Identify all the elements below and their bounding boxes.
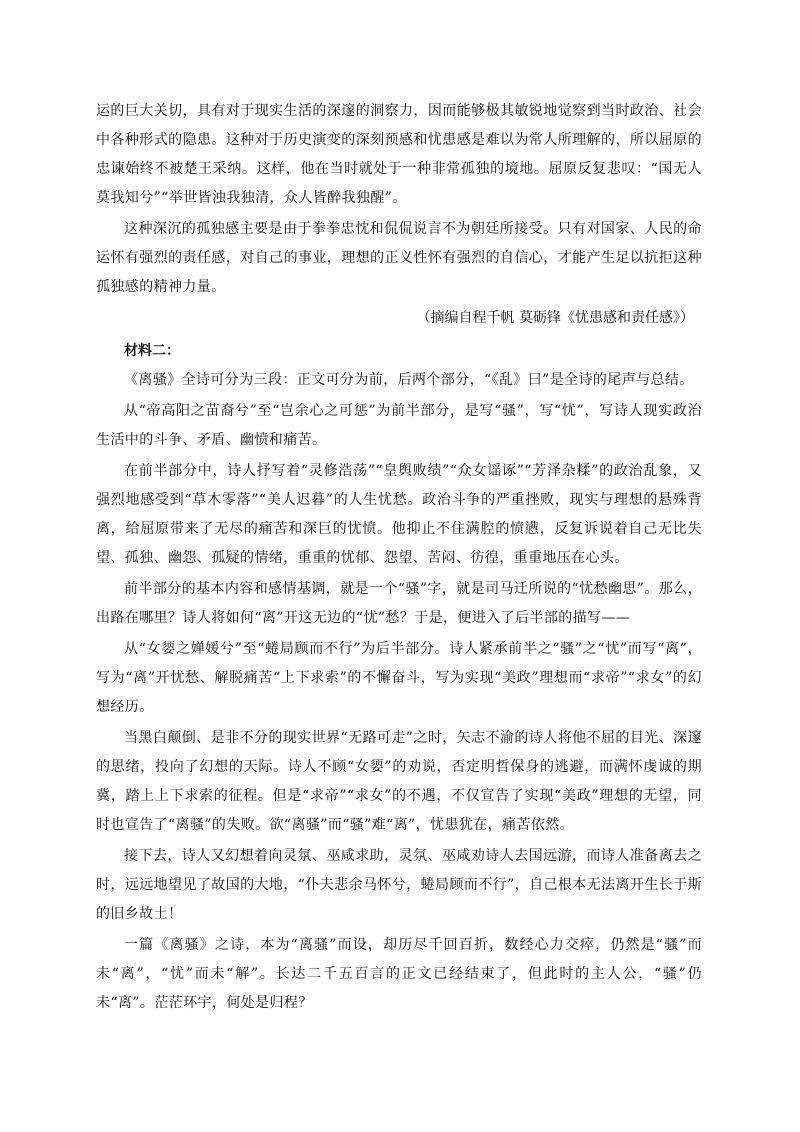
material2-paragraph-6: 当黑白颠倒、是非不分的现实世界“无路可走”之时，矢志不渝的诗人将他不屈的目光、深邃的思绪，投向了幻想的天际。诗人不顾“女媭”的劝说，否定明哲保身的逃避，而满怀虔诚的期冀，踏上上下求索的征程。但是“求帝”“求女”的不遇，不仅宣告了实现“美政”理想的无望，同时也宣告了“离骚”的失败。欲“离骚”而“骚”难“离”，忧患犹在，痛苦依然。 (96, 730, 702, 833)
material2-paragraph-7: 接下去，诗人又幻想着向灵氛、巫咸求助，灵氛、巫咸劝诗人去国远游，而诗人准备离去之时，远远地望见了故国的大地，“仆夫悲余马怀兮，蜷局顾而不行”，自己根本无法离开生长于斯的旧乡故土！ (96, 848, 702, 922)
material2-paragraph-1: 《离骚》全诗可分为三段：正文可分为前，后两个部分，“《乱》曰”是全诗的尾声与总结。 (124, 372, 694, 388)
material1-paragraph-1: 运的巨大关切，具有对于现实生活的深邃的洞察力，因而能够极其敏锐地觉察到当时政治、社会中各种形式的隐患。这种对于历史演变的深刻预感和忧患感是难以为常人所理解的，所以屈原的忠谏始终不被楚王采纳。这样，他在当时就处于一种非常孤独的境地。屈原反复悲叹：“国无人莫我知兮”“举世皆浊我独清，众人皆醉我独醒”。 (96, 103, 702, 206)
material2-heading: 材料二： (124, 343, 180, 359)
material2-paragraph-5: 从“女媭之婵媛兮”至“蜷局顾而不行”为后半部分。诗人紧承前半之“骚”之“忧”而写“离”，写为“离”开忧愁、解脱痛苦“上下求索”的不懈奋斗，写为实现“美政”理想而“求帝”“求女”的幻想经历。 (96, 641, 702, 715)
document-page (96, 97, 702, 1020)
material2-paragraph-8: 一篇《离骚》之诗，本为“离骚”而设，却历尽千回百折，数经心力交瘁，仍然是“骚”而未“离”，“忧”而未“解”。长达二千五百言的正文已经结束了，但此时的主人公，“骚”仍未“离”。茫茫环宇，何处是归程？ (96, 937, 702, 1011)
material2-paragraph-3: 在前半部分中，诗人抒写着“灵修浩荡”“皇舆败绩”“众女谣诼”“芳泽杂糅”的政治乱象，又强烈地感受到“草木零落”“美人迟暮”的人生忧愁。政治斗争的严重挫败，现实与理想的悬殊背离，给屈原带来了无尽的痛苦和深巨的忧愤。他抑止不住满腔的愤懑，反复诉说着自己无比失望、孤独、幽怨、孤疑的情绪，重重的忧郁、怨望、苦闷、彷徨，重重地压在心头。 (96, 463, 702, 566)
material1-paragraph-2: 这种深沉的孤独感主要是由于拳拳忠忱和侃侃说言不为朝廷所接受。只有对国家、人民的命运怀有强烈的责任感，对自己的事业，理想的正义性怀有强烈的自信心，才能产生足以抗拒这种孤独感的精神力量。 (96, 221, 702, 295)
material1-source-citation: （摘编自程千帆 莫砺锋《忧患感和责任感》） (416, 310, 694, 326)
material2-paragraph-2: 从“帝高阳之苗裔兮”至“岂余心之可惩”为前半部分，是写“骚”，写“忧”，写诗人现实政治生活中的斗争、矛盾、幽愤和痛苦。 (96, 403, 702, 448)
material2-paragraph-4: 前半部分的基本内容和感情基调，就是一个“骚”字，就是司马迁所说的“忧愁幽思”。那么，出路在哪里？诗人将如何“离”开这无边的“忧”愁？于是，便进入了后半部的描写—— (96, 581, 702, 626)
